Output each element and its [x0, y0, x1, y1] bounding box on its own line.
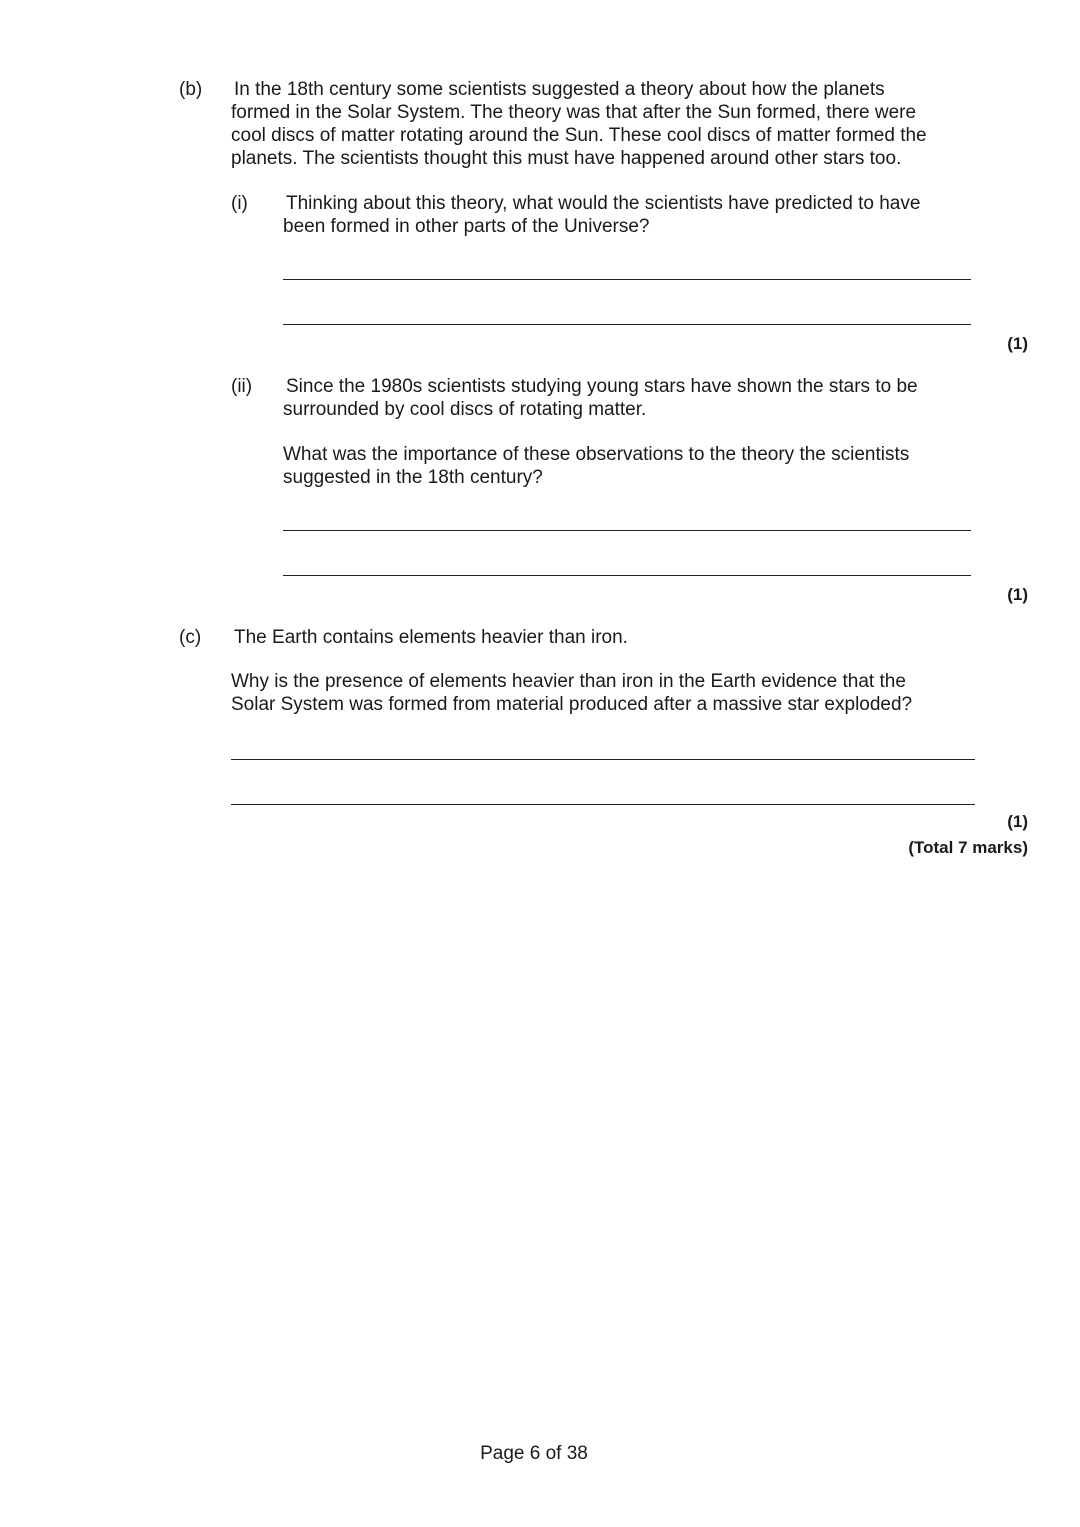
answer-line-c-1[interactable]	[231, 759, 975, 760]
part-b-text-line-1: In the 18th century some scientists suggested a theory about how the planets	[234, 79, 885, 100]
sub-ii-question-line-1: What was the importance of these observations to the theory the scientists	[283, 444, 910, 465]
part-c-mark: (1)	[1007, 812, 1028, 831]
sub-ii-label: (ii)	[231, 376, 253, 397]
sub-i-text-line-1: Thinking about this theory, what would the scientists have predicted to have	[286, 193, 921, 214]
part-b-text-line-4: planets. The scientists thought this must have happened around other stars too.	[231, 148, 902, 169]
sub-ii-text-line-1: Since the 1980s scientists studying young stars have shown the stars to be	[286, 376, 918, 397]
sub-i-mark: (1)	[1007, 334, 1028, 353]
answer-line-i-2[interactable]	[283, 324, 971, 325]
part-c-statement: The Earth contains elements heavier than iron.	[234, 627, 628, 648]
sub-i-text-line-2: been formed in other parts of the Universe?	[283, 216, 650, 237]
answer-line-ii-1[interactable]	[283, 530, 971, 531]
sub-i-label: (i)	[231, 193, 248, 214]
answer-line-ii-2[interactable]	[283, 575, 971, 576]
part-c-question-line-2: Solar System was formed from material produced after a massive star exploded?	[231, 694, 913, 715]
sub-ii-question-line-2: suggested in the 18th century?	[283, 467, 543, 488]
sub-ii-text-line-2: surrounded by cool discs of rotating matter.	[283, 399, 647, 420]
sub-ii-mark: (1)	[1007, 585, 1028, 604]
part-b-text-line-2: formed in the Solar System. The theory was that after the Sun formed, there were	[231, 102, 917, 123]
part-b-text-line-3: cool discs of matter rotating around the Sun. These cool discs of matter formed the	[231, 125, 927, 146]
total-marks: (Total 7 marks)	[908, 838, 1028, 857]
page-number: Page 6 of 38	[480, 1443, 588, 1464]
answer-line-i-1[interactable]	[283, 279, 971, 280]
part-b-label: (b)	[179, 79, 203, 100]
part-c-question-line-1: Why is the presence of elements heavier than iron in the Earth evidence that the	[231, 671, 906, 692]
part-c-label: (c)	[179, 627, 202, 648]
answer-line-c-2[interactable]	[231, 804, 975, 805]
